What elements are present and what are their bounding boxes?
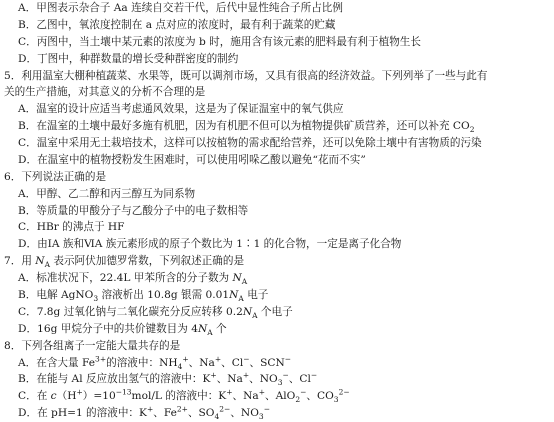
option-label: A．	[18, 187, 37, 200]
concentration-symbol: c	[50, 390, 57, 403]
question-stem-rest: 表示阿伏加德罗常数，下列叙述正确的是	[50, 255, 245, 268]
option-text: 温室中采用无土栽培技术，这样可以按植物的需求配给营养，还可以免除土壤中有害物质的污染	[36, 137, 482, 149]
option-label: B．	[18, 204, 37, 217]
q7-stem	[0, 253, 554, 270]
q8-option-c	[0, 388, 554, 405]
superscript: 2+	[176, 405, 188, 414]
option-text: 、SCN	[249, 356, 285, 369]
option-text: 16g 甲烷分子中的共价键数目为 4	[37, 322, 198, 335]
q5-option-c	[0, 135, 554, 152]
option-text: 在	[36, 390, 51, 403]
option-text: 7.8g 过氧化钠与二氧化碳充分反应转移 0.2	[36, 305, 243, 318]
subscript: 2	[295, 395, 301, 405]
option-label: B．	[18, 289, 37, 301]
option-text: 丁图中，种群数量的增长受种群密度的制约	[37, 52, 239, 65]
superscript: +	[210, 371, 217, 380]
option-label: C．	[18, 221, 37, 234]
option-label: D．	[18, 407, 38, 420]
q5-option-b	[0, 118, 554, 135]
option-label: B．	[18, 373, 37, 386]
q5-option-d	[0, 152, 554, 169]
question-stem: 8．下列各组离子一定能大量共存的是	[4, 339, 181, 352]
superscript: 2−	[219, 405, 231, 414]
option-label: A．	[18, 2, 37, 14]
option-text-end: 个	[212, 322, 227, 335]
q6-option-a	[0, 186, 554, 203]
q5-stem-line2	[0, 84, 554, 101]
subscript: 4	[214, 412, 220, 422]
option-text: 温室的设计应适当考虑通风效果，这是为了保证温室中的氧气供应	[36, 103, 344, 116]
option-label: C．	[18, 137, 37, 149]
superscript: −	[282, 371, 289, 380]
option-label: A．	[18, 356, 37, 369]
option-label: A．	[18, 103, 37, 116]
option-label: B．	[18, 120, 37, 133]
superscript: −	[263, 405, 270, 414]
option-text: 在含大量 Fe	[36, 356, 96, 369]
subscript: 4	[177, 361, 183, 371]
avogadro-symbol: N	[242, 305, 253, 318]
avogadro-symbol: N	[197, 322, 208, 335]
option-text: 、Na	[188, 356, 215, 369]
q4-option-a	[0, 0, 554, 17]
option-text: （H	[56, 390, 77, 403]
option-text: 标准状况下，22.4L 甲苯所含的分子数为	[36, 272, 233, 285]
option-text: 等质量的甲酸分子与乙酸分子中的电子数相等	[36, 204, 249, 217]
subscript: A	[44, 260, 50, 270]
q8-option-d	[0, 405, 554, 422]
superscript: +	[226, 388, 233, 397]
superscript: −13	[115, 388, 132, 397]
q5-stem-line1	[0, 68, 554, 85]
option-text-end: 个电子	[257, 305, 293, 318]
question-stem: 7．用	[4, 255, 36, 268]
option-label: A．	[18, 272, 37, 285]
question-stem: 关的生产措施，对其意义的分析不合理的是	[4, 86, 206, 99]
option-label: B．	[18, 18, 37, 31]
option-label: D．	[18, 52, 38, 65]
option-text: 在温室的土壤中最好多施有机肥，因为有机肥不但可以为植物提供矿质营养，还可以补充 CO	[36, 120, 470, 133]
option-text: 在 pH=1 的溶液中：K	[37, 407, 147, 420]
q4-option-c	[0, 34, 554, 51]
option-text: 、Fe	[153, 407, 177, 420]
q8-stem	[0, 338, 554, 355]
q7-option-b	[0, 287, 554, 304]
superscript: +	[76, 388, 83, 397]
superscript: 3+	[95, 354, 107, 363]
superscript: −	[300, 388, 307, 397]
superscript: −	[310, 371, 318, 380]
q6-stem	[0, 169, 554, 186]
question-stem: 6．下列说法正确的是	[4, 170, 107, 183]
option-text: 、Cl	[221, 356, 244, 369]
option-text: 电解 AgNO	[36, 289, 94, 301]
q7-option-a	[0, 270, 554, 287]
question-stem: 5．利用温室大棚种植蔬菜、水果等，既可以调剂市场，又具有很高的经济效益。下列列举了一些与此有	[4, 69, 488, 82]
superscript: +	[214, 354, 222, 363]
q7-option-d	[0, 321, 554, 338]
option-text-end: 电子	[243, 289, 269, 301]
superscript: −	[243, 354, 250, 363]
subscript: 3	[93, 294, 99, 304]
q5-option-a	[0, 101, 554, 118]
option-text: 、Cl	[288, 373, 311, 386]
subscript: A	[238, 294, 244, 304]
option-text: HBr 的沸点于 HF	[36, 221, 125, 234]
q6-option-b	[0, 203, 554, 220]
option-text: 、CO	[306, 390, 334, 403]
q4-option-b	[0, 17, 554, 34]
option-text: 乙图中，氧浓度控制在 a 点对应的浓度时，最有利于蔬菜的贮藏	[36, 18, 336, 31]
option-text: 、NO	[249, 373, 278, 386]
option-text: ）=10	[82, 390, 116, 403]
q6-option-d	[0, 236, 554, 253]
superscript: +	[182, 354, 189, 363]
superscript: −	[284, 354, 292, 363]
superscript: 2−	[338, 388, 350, 397]
option-label: C．	[18, 35, 37, 48]
option-text-mid: 溶液析出 10.8g 银需 0.01	[98, 289, 230, 301]
option-text: 在能与 Al 反应放出氢气的溶液中：K	[36, 373, 211, 386]
option-label: D．	[18, 322, 38, 335]
option-text: 、Na	[232, 390, 259, 403]
option-text: 、SO	[187, 407, 215, 420]
superscript: +	[258, 388, 265, 397]
option-text: 、NO	[230, 407, 259, 420]
q4-option-d	[0, 51, 554, 68]
option-text: 在温室中的植物授粉发生困难时，可以使用吲哚乙酸以避免“花而不实”	[37, 153, 366, 166]
subscript: 3	[258, 412, 264, 422]
subscript: 2	[469, 125, 475, 135]
avogadro-symbol: N	[229, 289, 239, 301]
option-text: 丙图中，当土壤中某元素的浓度为 b 时，施用含有该元素的肥料最有利于植物生长	[36, 35, 421, 48]
subscript: A	[241, 277, 248, 287]
option-text: 由ⅠA 族和ⅥA 族元素形成的原子个数比为 1∶1 的化合物，一定是离子化合物	[37, 238, 402, 251]
q7-option-c	[0, 304, 554, 321]
avogadro-symbol: N	[232, 272, 242, 285]
avogadro-symbol: N	[35, 255, 45, 268]
q8-option-b	[0, 371, 554, 388]
option-text: 、AlO	[264, 390, 296, 403]
subscript: 3	[277, 378, 283, 388]
superscript: +	[242, 371, 250, 380]
option-text: mol/L 的溶液中：K	[131, 390, 227, 403]
option-text: 甲图表示杂合子 Aa 连续自交若干代，后代中显性纯合子所占比例	[36, 2, 343, 14]
option-label: D．	[18, 153, 38, 166]
option-text: 的溶液中：NH	[106, 356, 178, 369]
q8-option-a	[0, 355, 554, 372]
option-label: C．	[18, 305, 37, 318]
option-text: 、Na	[216, 373, 243, 386]
q6-option-c	[0, 219, 554, 236]
subscript: A	[252, 310, 258, 320]
option-label: D．	[18, 238, 38, 251]
subscript: 3	[333, 395, 339, 405]
option-label: C．	[18, 390, 37, 403]
superscript: +	[146, 405, 154, 414]
option-text: 甲醇、乙二醇和丙三醇互为同系物	[36, 187, 196, 200]
subscript: A	[207, 327, 213, 337]
